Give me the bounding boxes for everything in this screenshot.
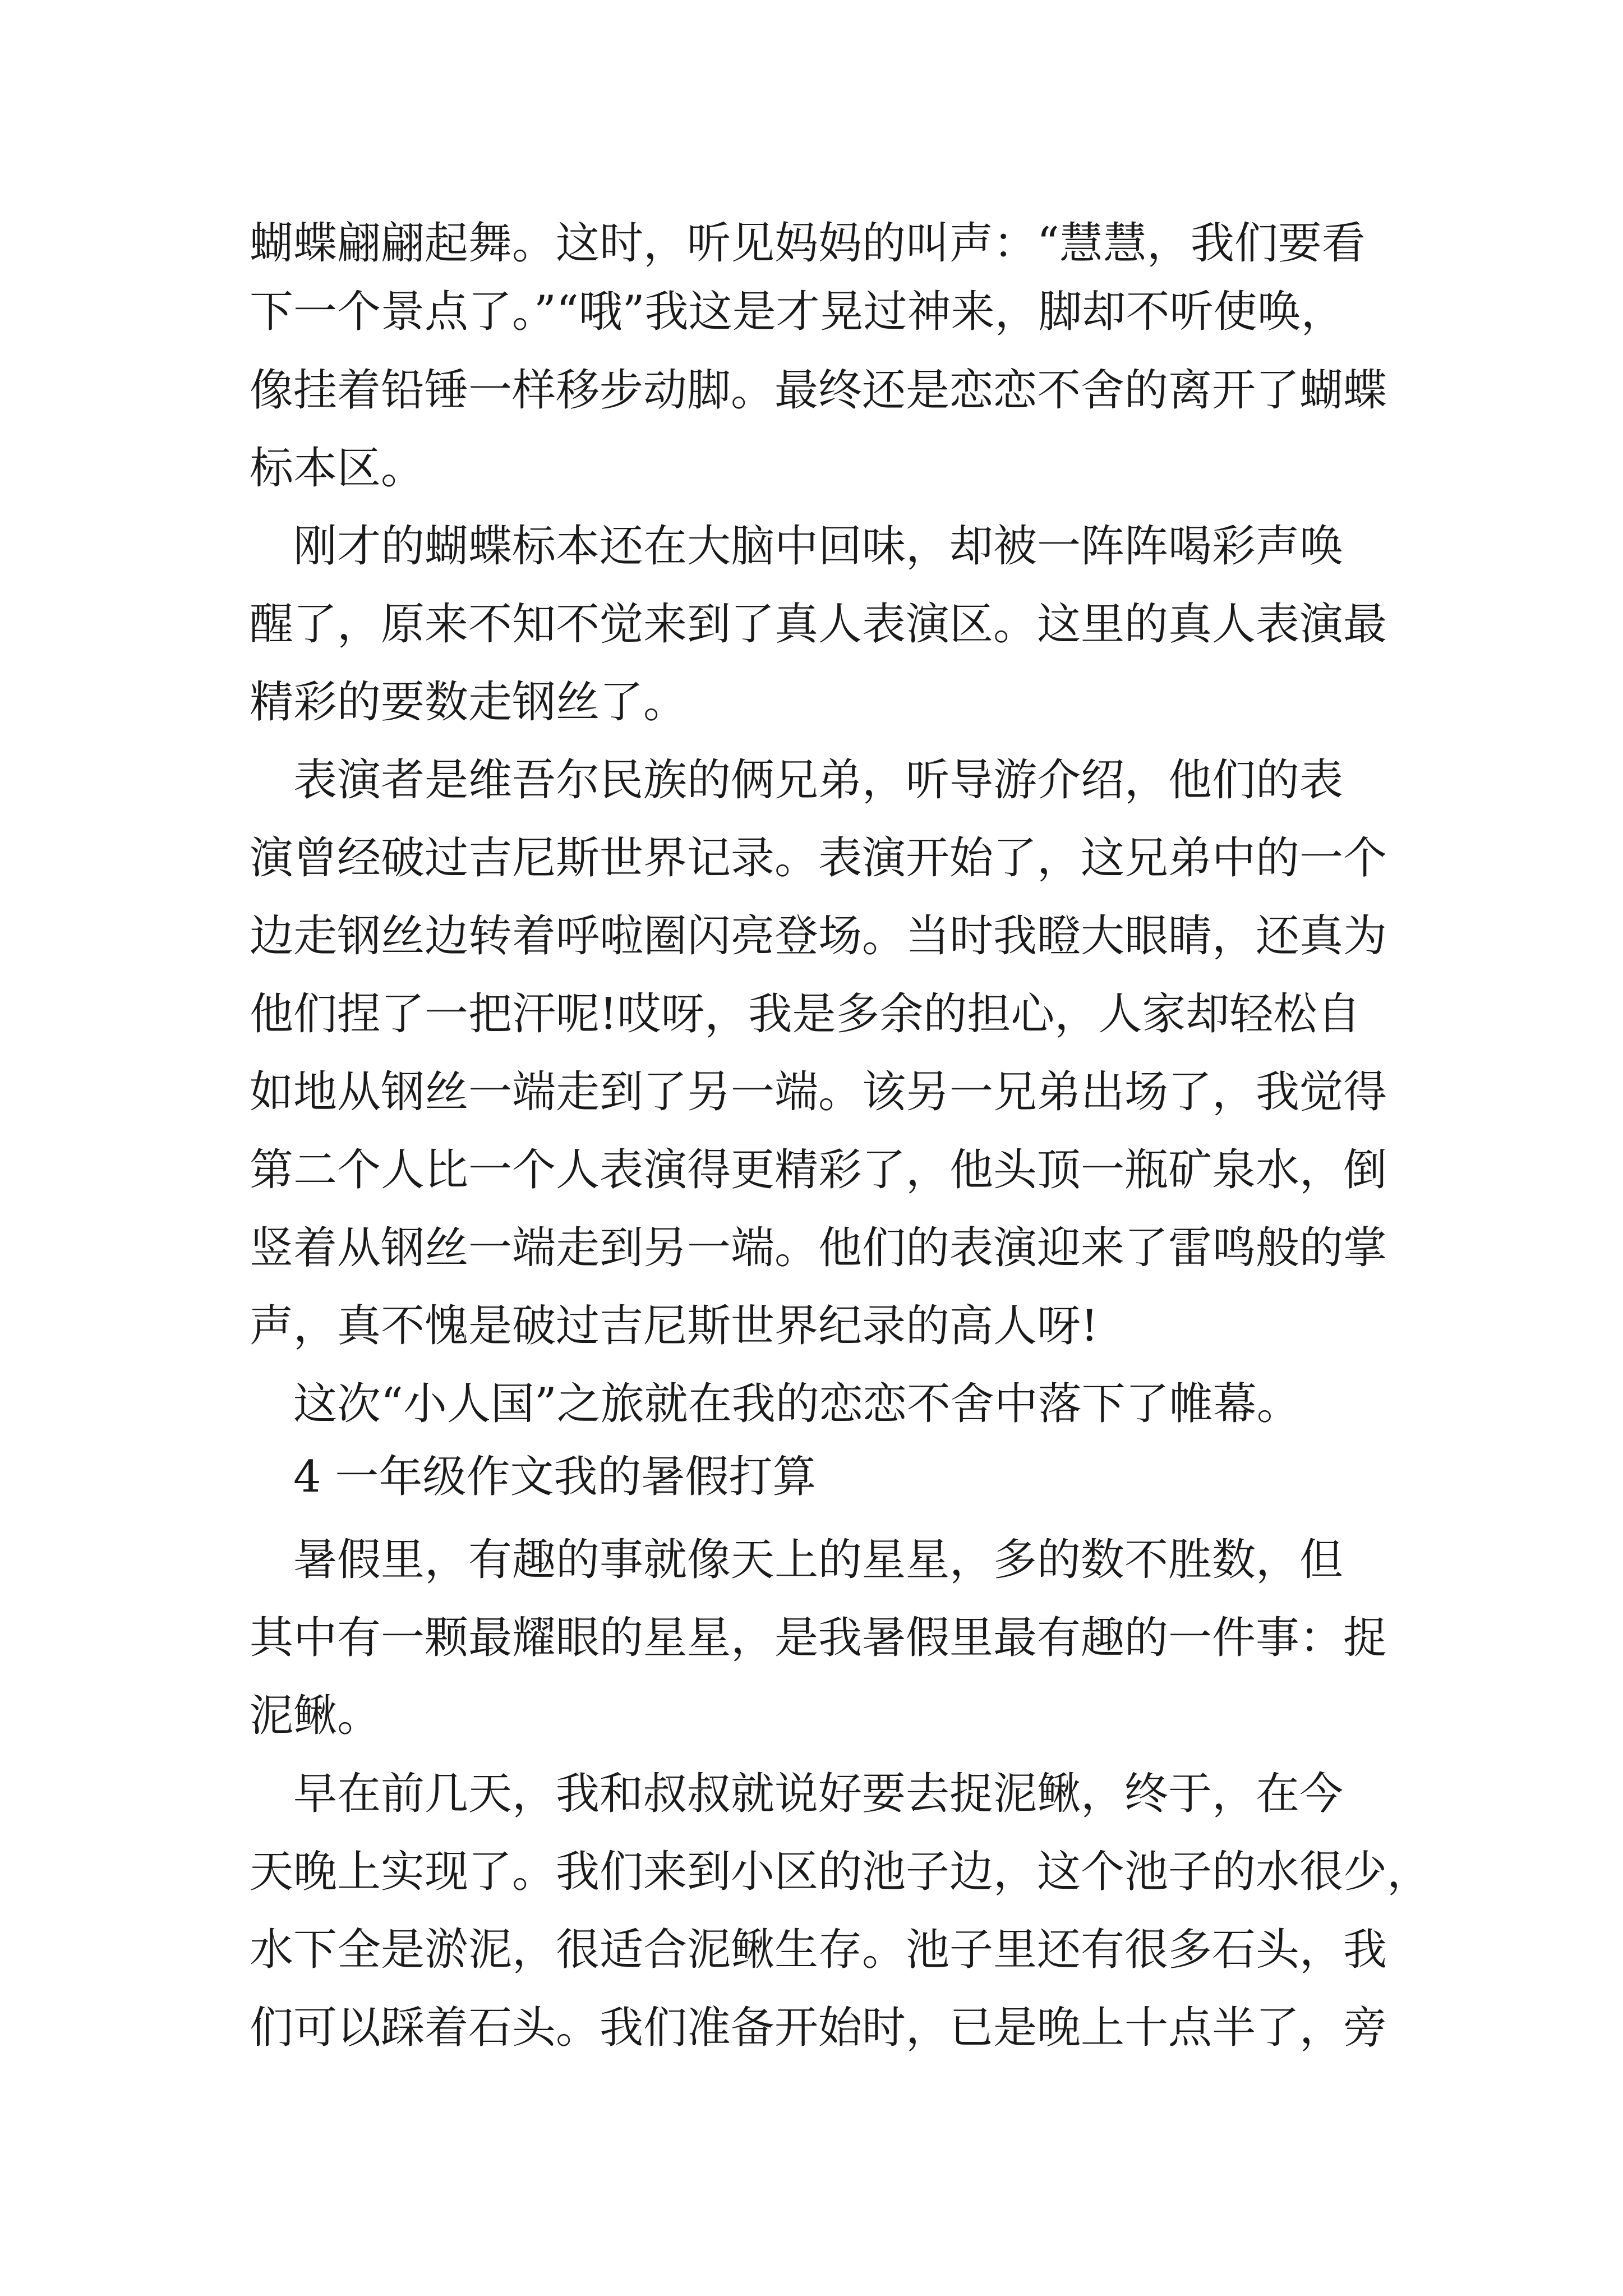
text-line-18: 暑假里，有趣的事就像天上的星星，多的数不胜数，但: [250, 1535, 1344, 1585]
text-line-1: 蝴蝶翩翩起舞。这时，听见妈妈的叫声：“慧慧，我们要看: [250, 218, 1366, 269]
text-line-10: 边走钢丝边转着呼啦圈闪亮登场。当时我瞪大眼睛，还真为: [250, 911, 1387, 961]
text-line-19: 其中有一颗最耀眼的星星，是我暑假里最有趣的一件事：捉: [250, 1613, 1387, 1663]
text-line-24: 们可以踩着石头。我们准备开始时，已是晚上十点半了，旁: [250, 2003, 1387, 2053]
text-line-4: 标本区。: [250, 443, 425, 494]
text-line-6: 醒了，原来不知不觉来到了真人表演区。这里的真人表演最: [250, 599, 1387, 650]
section-heading: 4 一年级作文我的暑假打算: [250, 1452, 817, 1502]
text-line-13: 第二个人比一个人表演得更精彩了，他头顶一瓶矿泉水，倒: [250, 1145, 1387, 1195]
text-line-21: 早在前几天，我和叔叔就说好要去捉泥鳅，终于，在今: [250, 1769, 1344, 1819]
text-line-22: 天晚上实现了。我们来到小区的池子边，这个池子的水很少，: [250, 1847, 1431, 1897]
text-line-16: 这次“小人国”之旅就在我的恋恋不舍中落下了帷幕。: [250, 1379, 1301, 1429]
text-line-5: 刚才的蝴蝶标本还在大脑中回味，却被一阵阵喝彩声唤: [250, 521, 1344, 572]
text-line-2: 下一个景点了。”“哦”我这是才晃过神来，脚却不听使唤，: [250, 287, 1345, 337]
text-line-20: 泥鳅。: [250, 1691, 381, 1741]
text-line-3: 像挂着铅锤一样移步动脚。最终还是恋恋不舍的离开了蝴蝶: [250, 365, 1387, 416]
text-line-14: 竖着从钢丝一端走到另一端。他们的表演迎来了雷鸣般的掌: [250, 1223, 1387, 1273]
text-line-11: 他们捏了一把汗呢!哎呀，我是多余的担心，人家却轻松自: [250, 989, 1361, 1039]
text-line-12: 如地从钢丝一端走到了另一端。该另一兄弟出场了，我觉得: [250, 1067, 1387, 1117]
text-line-23: 水下全是淤泥，很适合泥鳅生存。池子里还有很多石头，我: [250, 1925, 1387, 1975]
text-line-7: 精彩的要数走钢丝了。: [250, 677, 688, 728]
text-line-9: 演曾经破过吉尼斯世界记录。表演开始了，这兄弟中的一个: [250, 833, 1387, 884]
text-line-15: 声，真不愧是破过吉尼斯世界纪录的高人呀!: [250, 1301, 1099, 1351]
text-line-8: 表演者是维吾尔民族的俩兄弟，听导游介绍，他们的表: [250, 755, 1344, 806]
